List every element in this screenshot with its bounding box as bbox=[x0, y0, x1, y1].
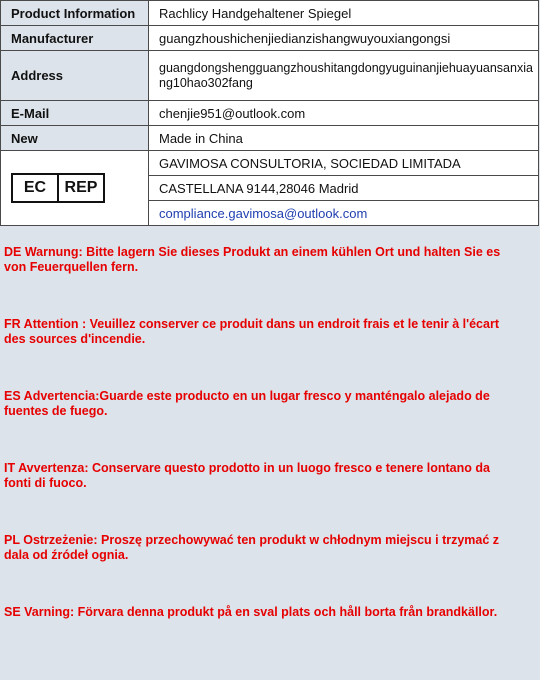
row-product-information bbox=[1, 1, 539, 26]
ec-text: EC bbox=[23, 179, 47, 196]
ec-rep-email[interactable]: compliance.gavimosa@outlook.com bbox=[149, 201, 539, 226]
warning-it: IT Avvertenza: Conservare questo prodotto in un luogo fresco e tenere lontano da fonti di fuoco. bbox=[4, 461, 490, 490]
new-value: Made in China bbox=[149, 126, 539, 151]
ec-rep-address: CASTELLANA 9144,28046 Madrid bbox=[149, 176, 539, 201]
product-information-label: Product Information bbox=[1, 1, 149, 26]
ec-rep-symbol-cell bbox=[1, 151, 149, 226]
manufacturer-value: guangzhoushichenjiedianzishangwuyouxiangongsi bbox=[149, 26, 539, 51]
email-label: E-Mail bbox=[1, 101, 149, 126]
product-information-value: Rachlicy Handgehaltener Spiegel bbox=[149, 1, 539, 26]
row-email bbox=[1, 101, 539, 126]
row-ec-rep-company bbox=[1, 151, 539, 176]
warning-pl: PL Ostrzeżenie: Proszę przechowywać ten produkt w chłodnym miejscu i trzymać z dala od źródeł ognia. bbox=[4, 533, 500, 562]
manufacturer-label: Manufacturer bbox=[1, 26, 149, 51]
address-label: Address bbox=[1, 51, 149, 101]
address-value: guangdongshengguangzhoushitangdongyuguinanjiehuayuansanxiang10hao302fang bbox=[149, 51, 539, 101]
rep-text: REP bbox=[57, 175, 103, 201]
email-value: chenjie951@outlook.com bbox=[149, 101, 539, 126]
warning-de: DE Warnung: Bitte lagern Sie dieses Produkt an einem kühlen Ort und halten Sie es von Feuerquellen fern. bbox=[4, 245, 501, 274]
warning-fr: FR Attention : Veuillez conserver ce produit dans un endroit frais et le tenir à l'écart des sources d'incendie. bbox=[4, 317, 499, 346]
row-address bbox=[1, 51, 539, 101]
ec-rep-company: GAVIMOSA CONSULTORIA, SOCIEDAD LIMITADA bbox=[149, 151, 539, 176]
row-new bbox=[1, 126, 539, 151]
new-label: New bbox=[1, 126, 149, 151]
warning-es: ES Advertencia:Guarde este producto en un lugar fresco y manténgalo alejado de fuentes de fuego. bbox=[4, 389, 490, 418]
product-info-table bbox=[0, 0, 539, 226]
row-manufacturer bbox=[1, 26, 539, 51]
warning-se: SE Varning: Förvara denna produkt på en sval plats och håll borta från brandkällor. bbox=[4, 605, 498, 619]
ec-rep-symbol bbox=[11, 173, 105, 203]
